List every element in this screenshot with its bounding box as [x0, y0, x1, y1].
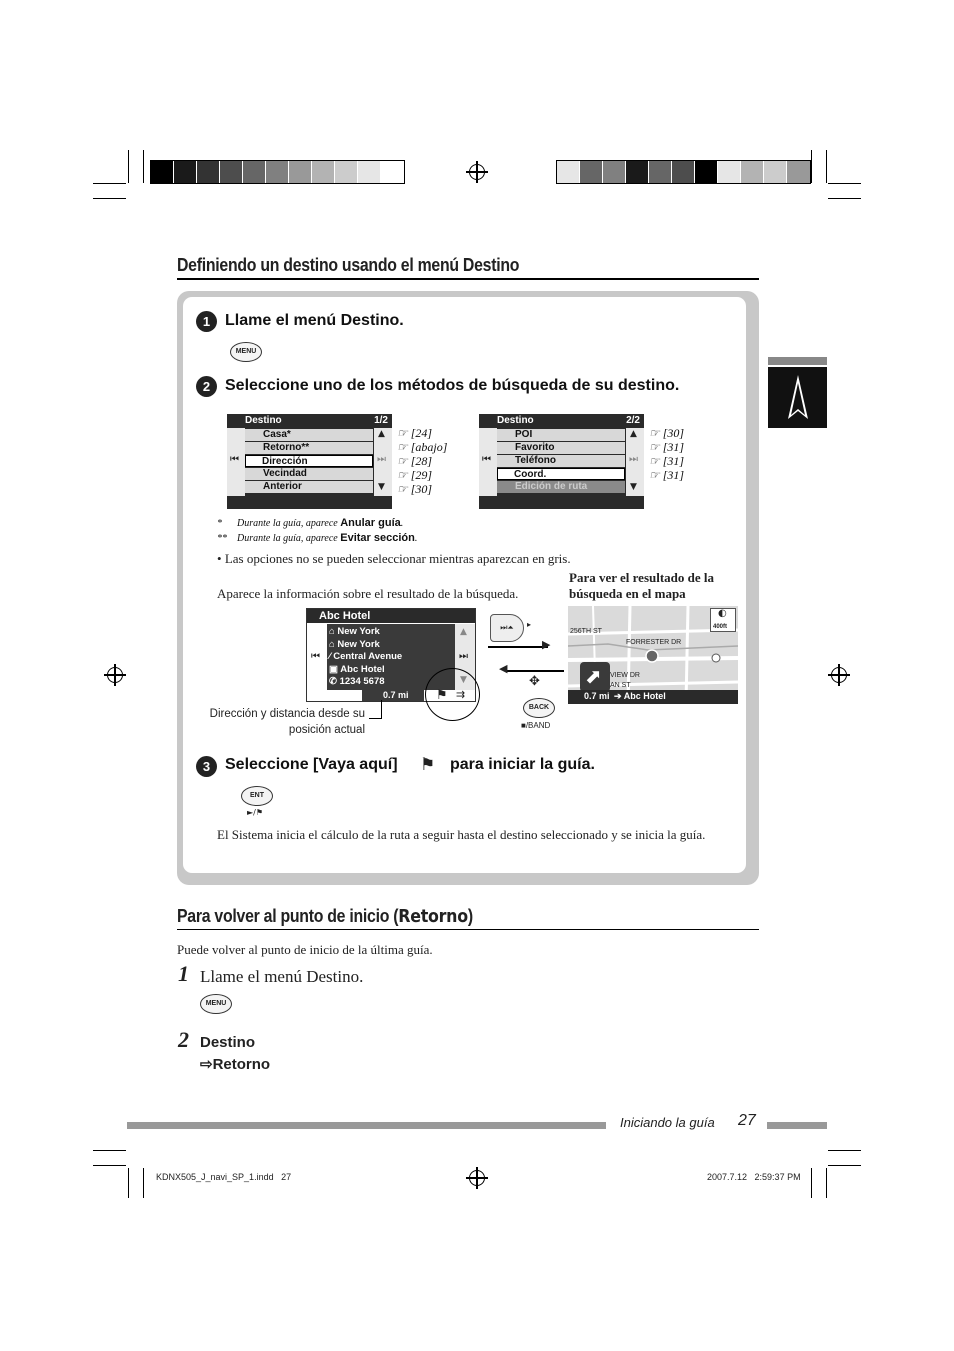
navigation-arrow-icon: [768, 367, 827, 428]
color-swatch: [335, 161, 358, 183]
turn-arrow-icon: ⬈: [585, 664, 602, 688]
ent-sub-label: ►/⚑: [247, 808, 264, 817]
prev-page-icon[interactable]: ⏮: [230, 454, 239, 465]
distance-readout: 0.7 mi: [383, 690, 409, 700]
color-swatch: [151, 161, 174, 183]
color-swatch: [243, 161, 266, 183]
color-swatch: [557, 161, 580, 183]
color-swatch: [358, 161, 381, 183]
step-number: 2: [196, 376, 217, 397]
scroll-up-icon[interactable]: ▲: [630, 429, 637, 439]
step-text-a: Seleccione [Vaya aquí]: [225, 756, 398, 773]
destination-menu-screen-1: [227, 414, 392, 509]
color-swatch: [649, 161, 672, 183]
color-swatch: [626, 161, 649, 183]
scale-label: 400ft: [713, 624, 728, 630]
page-ref: ☞ [30]: [649, 426, 685, 440]
distance-caption: Dirección y distancia desde su posición actual: [209, 708, 365, 736]
page-number: 27: [738, 1112, 756, 1129]
side-tab-icon-box: [768, 367, 827, 428]
bullet-note: • Las opciones no se pueden seleccionar mientras aparezcan en gris.: [217, 551, 571, 566]
step-number: 1: [178, 961, 189, 986]
step-text: ⇨Retorno: [200, 1056, 271, 1073]
color-swatch: [787, 161, 810, 183]
color-swatch: [672, 161, 695, 183]
street-label: 256TH ST: [570, 628, 602, 635]
screen-title: Destino: [497, 415, 534, 426]
step-number: 1: [196, 311, 217, 332]
leader-line: [369, 718, 382, 719]
scroll-down-icon[interactable]: ▼: [460, 675, 467, 685]
page-ref: ☞ [29]: [397, 468, 433, 482]
city-icon: ⌂: [329, 626, 335, 637]
step-number: 3: [196, 756, 217, 777]
registration-mark-icon: [469, 1170, 485, 1186]
screen-title: Destino: [245, 415, 282, 426]
arrow-right-icon: ▸: [527, 620, 532, 629]
menu-item-poi[interactable]: POI: [497, 429, 625, 441]
menu-item-edicion-de-ruta: Edición de ruta: [497, 481, 625, 493]
color-swatch: [312, 161, 335, 183]
footer-bar-left: [127, 1122, 606, 1129]
checkered-flag-icon[interactable]: ⚑: [436, 688, 448, 703]
ent-button[interactable]: ENT: [241, 786, 273, 806]
back-sub-label: ■/BAND: [521, 721, 551, 730]
page-ref: ☞ [31]: [649, 454, 685, 468]
menu-button[interactable]: MENU: [230, 342, 262, 362]
color-swatch: [174, 161, 197, 183]
file-slug: KDNX505_J_navi_SP_1.indd 27: [156, 1172, 292, 1182]
color-swatch: [603, 161, 626, 183]
state-icon: ⌂: [329, 638, 335, 650]
print-date: 2007.7.12 2:59:37 PM: [707, 1172, 801, 1182]
map-screen: [568, 606, 738, 704]
scroll-up-icon[interactable]: ▲: [378, 429, 385, 439]
remote-skip-key[interactable]: ⏭⏶: [490, 614, 524, 642]
color-swatch: [718, 161, 741, 183]
destination-menu-screen-2: [479, 414, 644, 509]
map-distance: 0.7 mi: [584, 691, 610, 701]
joystick-icon[interactable]: ✥: [529, 674, 540, 689]
side-tab: [768, 357, 827, 365]
footnote: * Durante la guía, aparece Anular guía.: [217, 517, 404, 529]
page-ref: ☞ [30]: [397, 482, 433, 496]
page-ref: ☞ [abajo]: [397, 440, 448, 454]
leader-line: [381, 700, 382, 718]
color-swatch: [266, 161, 289, 183]
menu-button[interactable]: MENU: [200, 994, 232, 1014]
vehicle-icon[interactable]: ⇉: [456, 688, 466, 701]
color-swatch: [381, 161, 404, 183]
map-caption: Para ver el resultado de la búsqueda en el mapa: [569, 570, 715, 601]
menu-item-coord[interactable]: Coord.: [497, 468, 625, 480]
menu-item-vecindad[interactable]: Vecindad: [245, 468, 373, 480]
step-text: Llame el menú Destino.: [200, 967, 364, 986]
section-rule: [177, 278, 759, 280]
arrow-right-icon: ▶: [542, 638, 551, 651]
registration-mark-icon: [831, 667, 847, 683]
registration-mark-icon: [469, 164, 485, 180]
street-label: AN ST: [610, 682, 631, 689]
scroll-down-icon[interactable]: ▼: [378, 482, 385, 492]
step-text: Llame el menú Destino.: [225, 312, 404, 329]
color-swatch: [289, 161, 312, 183]
map-dest: ➔ Abc Hotel: [614, 691, 666, 701]
scroll-down-icon[interactable]: ▼: [630, 482, 637, 492]
result-title: Abc Hotel: [319, 610, 371, 622]
step-number: 2: [178, 1027, 189, 1052]
phone-icon: ✆: [329, 676, 337, 687]
menu-item-retorno[interactable]: Retorno**: [245, 442, 373, 454]
section2-intro: Puede volver al punto de inicio de la última guía.: [177, 942, 433, 957]
section-rule: [177, 929, 759, 930]
page-ref: ☞ [31]: [649, 468, 685, 482]
result-row: ⌂ New York ⌂ New York ⁄ Central Avenue ▣ Abc Hotel ✆ 1234 5678: [329, 626, 403, 687]
step-text: Seleccione uno de los métodos de búsqueda de su destino.: [225, 377, 680, 394]
footer-section: Iniciando la guía: [620, 1115, 715, 1130]
step-text: Destino: [200, 1034, 256, 1051]
street-label: FORRESTER DR: [626, 639, 682, 646]
step-text-b: para iniciar la guía.: [450, 756, 595, 773]
registration-mark-icon: [107, 667, 123, 683]
street-label: VIEW DR: [610, 672, 640, 679]
color-bar-left: [150, 160, 405, 184]
color-swatch: [220, 161, 243, 183]
section-title: Definiendo un destino usando el menú Destino: [177, 255, 520, 275]
color-swatch: [764, 161, 787, 183]
arrow-left-line: [506, 670, 564, 672]
back-button[interactable]: BACK: [523, 698, 555, 718]
info-text: Aparece la información sobre el resultado de la búsqueda.: [217, 586, 519, 601]
color-swatch: [197, 161, 220, 183]
highlight-circle: [425, 668, 480, 721]
next-page-icon[interactable]: ⏭: [629, 454, 638, 465]
page-ref: ☞ [24]: [397, 426, 433, 440]
color-swatch: [695, 161, 718, 183]
color-bar-right: [556, 160, 811, 184]
menu-item-telefono[interactable]: Teléfono: [497, 455, 625, 467]
screen-page: 1/2: [374, 415, 388, 426]
checkered-flag-icon: ⚑: [420, 755, 436, 775]
compass-icon[interactable]: ◐: [718, 608, 727, 619]
menu-item-favorito[interactable]: Favorito: [497, 442, 625, 454]
scroll-up-icon[interactable]: ▲: [460, 627, 467, 637]
footer-bar-right: [767, 1122, 827, 1129]
arrow-right-line: [488, 646, 548, 648]
next-page-icon[interactable]: ⏭: [377, 454, 386, 465]
step3-body: El Sistema inicia el cálculo de la ruta a seguir hasta el destino seleccionado y se inicia la guía.: [217, 827, 706, 842]
page-ref: ☞ [28]: [397, 454, 433, 468]
page-ref: ☞ [31]: [649, 440, 685, 454]
street-icon: ⁄: [329, 651, 331, 662]
color-swatch: [741, 161, 764, 183]
prev-page-icon[interactable]: ⏮: [482, 454, 491, 465]
footnote: ** Durante la guía, aparece Evitar sección.: [217, 532, 418, 544]
color-swatch: [580, 161, 603, 183]
next-page-icon[interactable]: ⏭: [459, 651, 468, 662]
poi-icon: ▣: [329, 663, 338, 675]
menu-item-direccion[interactable]: Dirección: [245, 455, 373, 467]
arrow-left-icon: ◀: [499, 662, 508, 675]
menu-item-casa[interactable]: Casa*: [245, 429, 373, 441]
menu-item-anterior[interactable]: Anterior: [245, 481, 373, 493]
prev-page-icon[interactable]: ⏮: [311, 651, 320, 662]
section-title-2: Para volver al punto de inicio (Retorno): [177, 906, 473, 927]
screen-page: 2/2: [626, 415, 640, 426]
